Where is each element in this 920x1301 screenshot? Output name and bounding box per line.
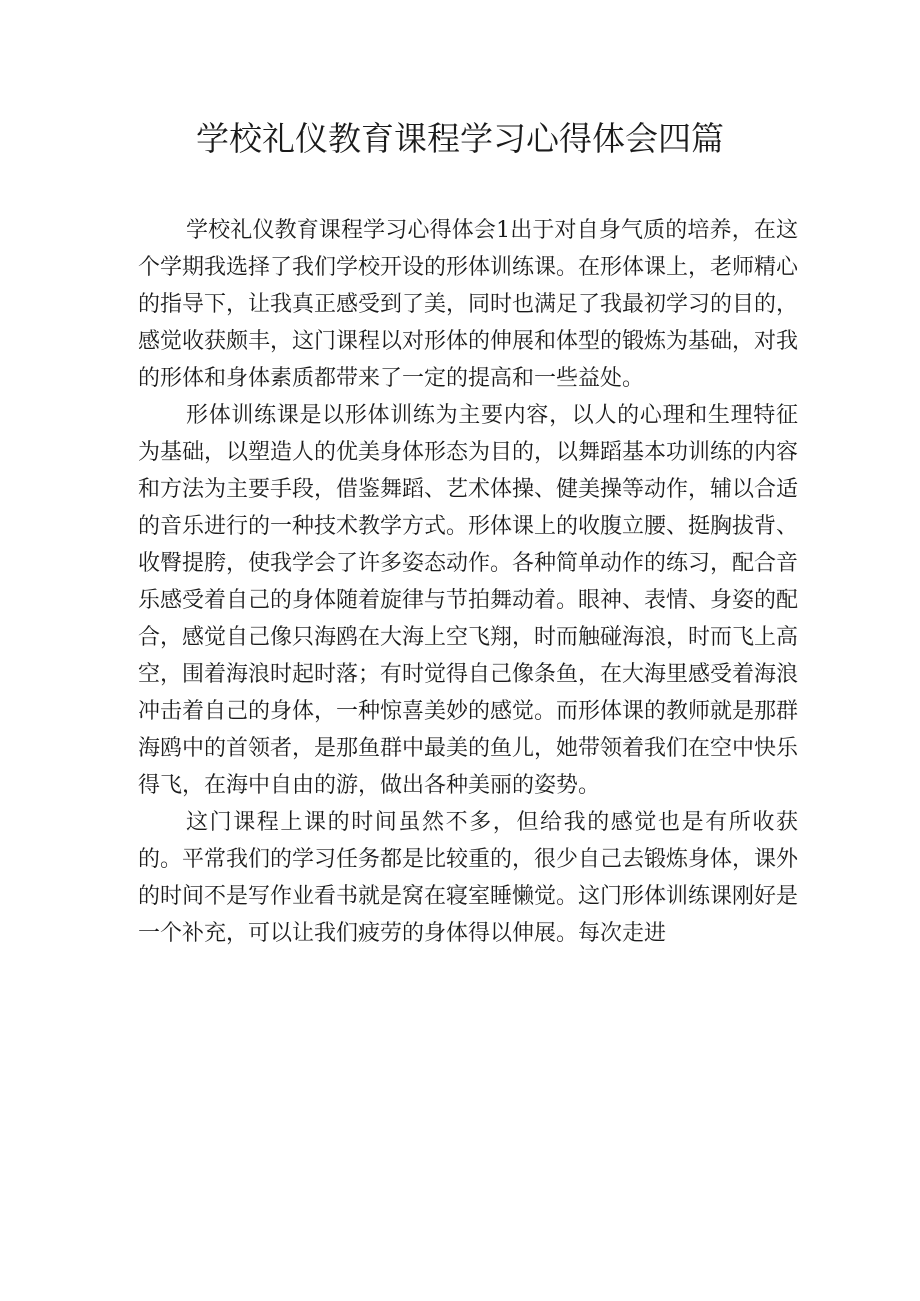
paragraph: 学校礼仪教育课程学习心得体会1出于对自身气质的培养，在这个学期我选择了我们学校开设的形体训练课。在形体课上，老师精心的指导下，让我真正感受到了美，同时也满足了我最初学习的目的，感觉收获颇丰，这门课程以对形体的伸展和体型的锻炼为基础，对我的形体和身体素质都带来了一定的提高和一些益处。 <box>138 218 799 391</box>
paragraph: 形体训练课是以形体训练为主要内容，以人的心理和生理特征为基础，以塑造人的优美身体形态为目的，以舞蹈基本功训练的内容和方法为主要手段，借鉴舞蹈、艺术体操、健美操等动作，辅以合适的音乐进行的一种技术教学方式。形体课上的收腹立腰、挺胸拔背、收臀提胯，使我学会了许多姿态动作。各种简单动作的练习，配合音乐感受着自己的身体随着旋律与节拍舞动着。眼神、表情、身姿的配合，感觉自己像只海鸥在大海上空飞翔，时而触碰海浪，时而飞上高空，围着海浪时起时落；有时觉得自己像条鱼，在大海里感受着海浪冲击着自己的身体，一种惊喜美妙的感觉。而形体课的教师就是那群海鸥中的首领者，是那鱼群中最美的鱼儿，她带领着我们在空中快乐得飞，在海中自由的游，做出各种美丽的姿势。 <box>138 403 799 798</box>
paragraph: 这门课程上课的时间虽然不多，但给我的感觉也是有所收获的。平常我们的学习任务都是比较重的，很少自己去锻炼身体，课外的时间不是写作业看书就是窝在寝室睡懒觉。这门形体训练课刚好是一个补充，可以让我们疲劳的身体得以伸展。每次走进 <box>138 810 799 946</box>
document-title: 学校礼仪教育课程学习心得体会四篇 <box>196 119 724 158</box>
document-body <box>138 212 798 952</box>
